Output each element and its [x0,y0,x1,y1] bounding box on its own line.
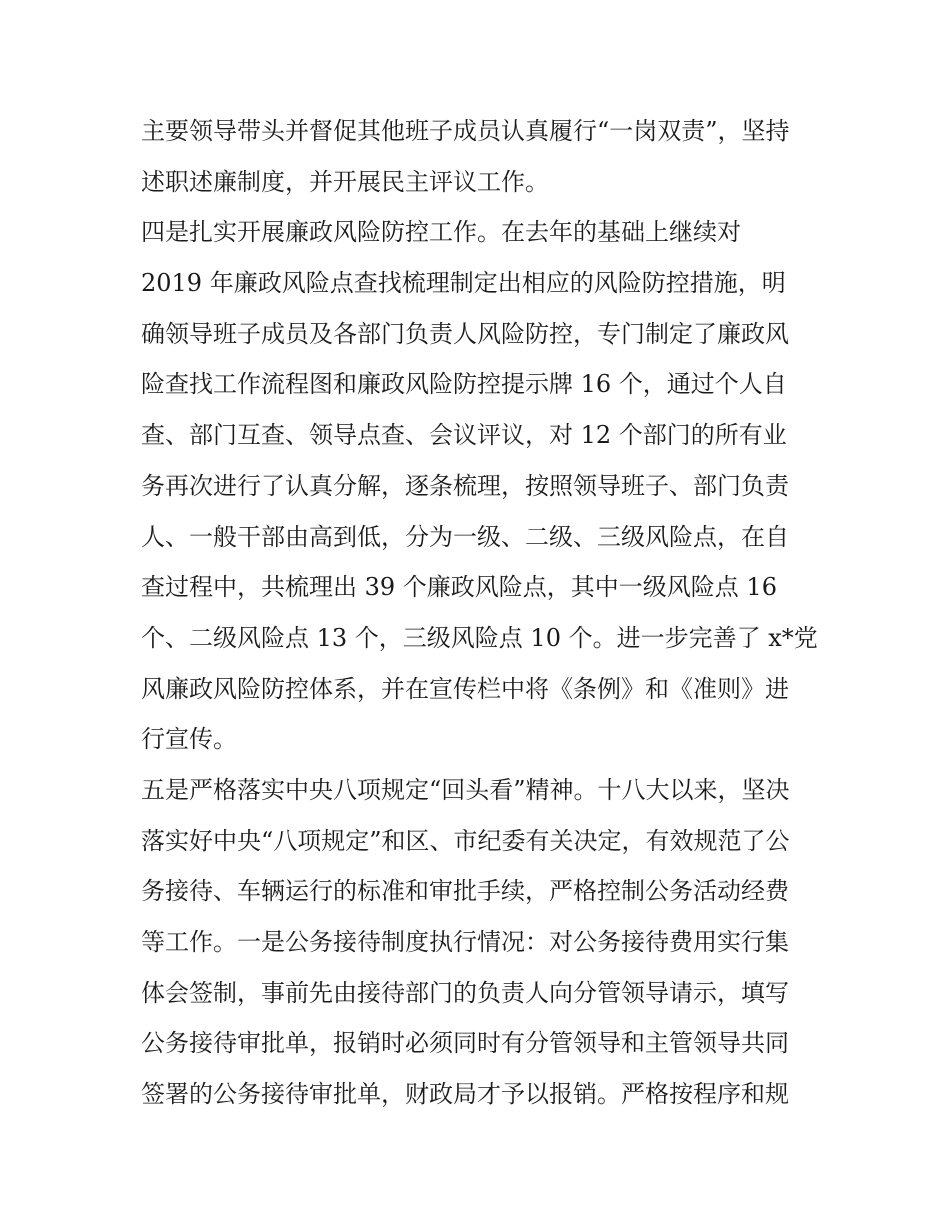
text-line: 体会签制，事前先由接待部门的负责人向分管领导请示，填写 [141,978,789,1007]
text-line: 确领导班子成员及各部门负责人风险防控，专门制定了廉政风 [141,319,789,348]
text-line: 务接待、车辆运行的标准和审批手续，严格控制公务活动经费 [141,877,789,906]
text-line: 务再次进行了认真分解，逐条梳理，按照领导班子、部门负责 [141,471,789,500]
text-line: 述职述廉制度，并开展民主评议工作。 [141,167,549,196]
text-line: 查过程中，共梳理出 39 个廉政风险点，其中一级风险点 16 [141,573,777,602]
text-line: 查、部门互查、领导点查、会议评议，对 12 个部门的所有业 [141,421,787,450]
text-line: 四是扎实开展廉政风险防控工作。在去年的基础上继续对 [141,218,741,247]
text-line: 2019 年廉政风险点查找梳理制定出相应的风险防控措施，明 [141,269,786,298]
text-line: 人、一般干部由高到低，分为一级、二级、三级风险点，在自 [141,522,789,551]
text-line: 公务接待审批单，报销时必须同时有分管领导和主管领导共同 [141,1029,789,1058]
text-line: 签署的公务接待审批单，财政局才予以报销。严格按程序和规 [141,1080,789,1109]
text-line: 主要领导带头并督促其他班子成员认真履行“一岗双责”，坚持 [141,117,790,145]
text-line: 风廉政风险防控体系，并在宣传栏中将《条例》和《准则》进 [141,674,789,703]
body-text [141,106,821,1120]
text-line: 五是严格落实中央八项规定“回头看”精神。十八大以来，坚决 [141,775,790,804]
text-line: 等工作。一是公务接待制度执行情况：对公务接待费用实行集 [141,928,789,956]
text-line: 险查找工作流程图和廉政风险防控提示牌 16 个，通过个人自 [141,370,787,399]
text-line: 落实好中央“八项规定”和区、市纪委有关决定，有效规范了公 [141,826,790,855]
text-line: 个、二级风险点 13 个，三级风险点 10 个。进一步完善了 x*党 [141,623,818,652]
text-line: 行宣传。 [141,725,237,754]
